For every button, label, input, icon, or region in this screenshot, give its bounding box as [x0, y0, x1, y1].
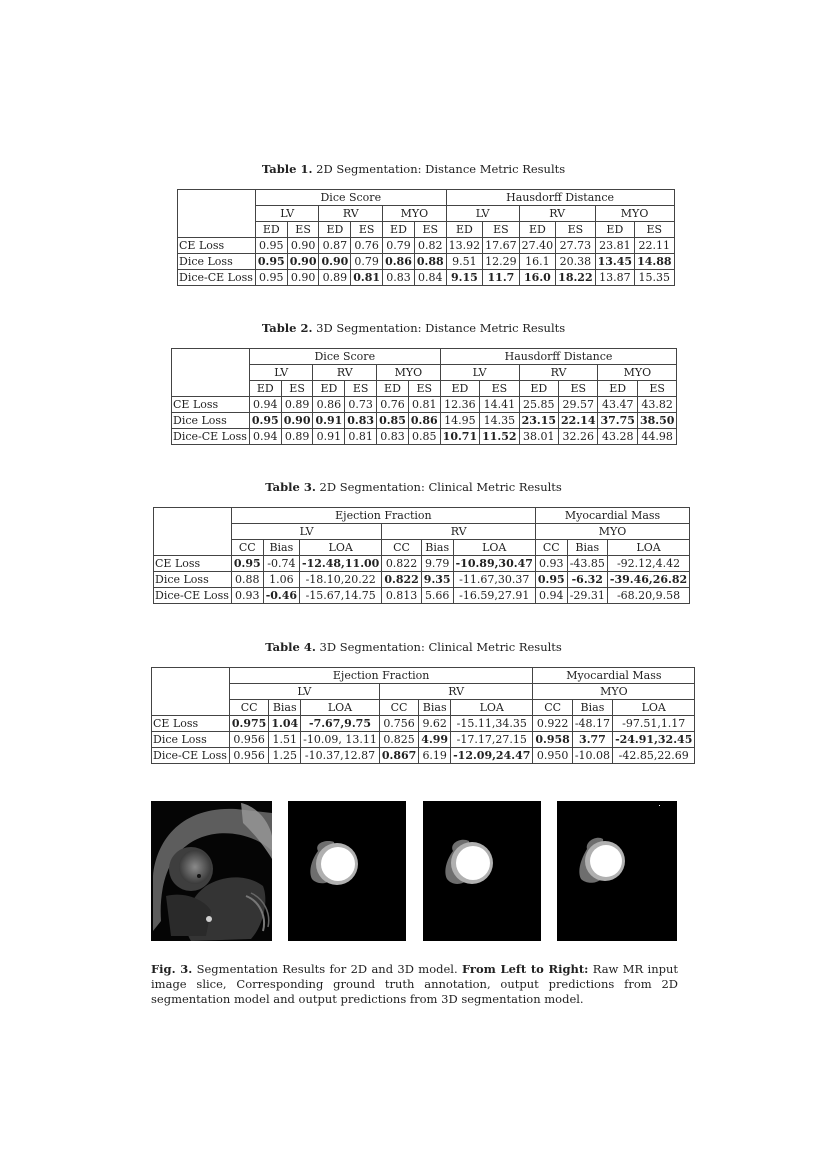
table-row: [178, 238, 675, 254]
value-cell: 0.867: [379, 748, 418, 764]
value-cell: 23.81: [595, 238, 634, 254]
structure-header: LV: [249, 365, 313, 381]
value-cell: 0.89: [281, 429, 313, 445]
value-cell: -43.85: [567, 556, 607, 572]
value-cell: 1.04: [269, 716, 301, 732]
value-cell: -16.59,27.91: [453, 588, 535, 604]
value-cell: 1.51: [269, 732, 301, 748]
value-cell: 0.95: [535, 572, 567, 588]
value-cell: 11.52: [480, 429, 519, 445]
value-cell: 29.57: [559, 397, 598, 413]
value-cell: 0.956: [229, 748, 268, 764]
metric-header: CC: [229, 700, 268, 716]
header-row-group: [172, 349, 677, 365]
value-cell: -42.85,22.69: [613, 748, 695, 764]
figure-caption-text-2: Raw MR input image slice, Corresponding ground truth annotation, output predictions from 2D segmentation model and output predictions from 3D segmentation model.: [151, 962, 678, 1006]
value-cell: 14.41: [480, 397, 519, 413]
value-cell: 4.99: [419, 732, 451, 748]
value-cell: -10.08: [572, 748, 612, 764]
value-cell: -92.12,4.42: [607, 556, 689, 572]
2d-prediction-image: [423, 801, 541, 941]
value-cell: 14.35: [480, 413, 519, 429]
value-cell: 0.90: [287, 238, 319, 254]
metric-header: Bias: [263, 540, 299, 556]
metric-header: LOA: [451, 700, 533, 716]
value-cell: 0.87: [319, 238, 351, 254]
row-label: Dice-CE Loss: [172, 429, 250, 445]
value-cell: 27.40: [519, 238, 556, 254]
metric-header: ES: [635, 222, 674, 238]
value-cell: 0.86: [408, 413, 440, 429]
value-cell: 0.90: [287, 270, 319, 286]
group-header: Dice Score: [249, 349, 440, 365]
value-cell: 0.90: [319, 254, 351, 270]
table-row: [152, 732, 695, 748]
value-cell: -17.17,27.15: [451, 732, 533, 748]
3d-prediction-image: [557, 801, 677, 941]
metric-header: ES: [408, 381, 440, 397]
metric-header: ED: [440, 381, 479, 397]
metric-header: ED: [313, 381, 345, 397]
value-cell: 0.79: [351, 254, 383, 270]
value-cell: 0.94: [249, 397, 281, 413]
metric-header: CC: [535, 540, 567, 556]
metric-header: Bias: [269, 700, 301, 716]
structure-header: MYO: [595, 206, 674, 222]
structure-header: MYO: [533, 684, 695, 700]
value-cell: -68.20,9.58: [607, 588, 689, 604]
structure-header: RV: [319, 206, 383, 222]
value-cell: -0.46: [263, 588, 299, 604]
value-cell: 0.84: [414, 270, 446, 286]
table-row: [154, 572, 690, 588]
value-cell: 0.83: [377, 429, 409, 445]
value-cell: 0.95: [249, 413, 281, 429]
row-label: Dice-CE Loss: [154, 588, 232, 604]
value-cell: -15.67,14.75: [300, 588, 382, 604]
structure-header: MYO: [535, 524, 689, 540]
value-cell: 0.88: [414, 254, 446, 270]
value-cell: 14.95: [440, 413, 479, 429]
value-cell: 38.01: [519, 429, 558, 445]
value-cell: 16.0: [519, 270, 556, 286]
corner-cell: [172, 349, 250, 397]
structure-header: MYO: [377, 365, 441, 381]
value-cell: 32.26: [559, 429, 598, 445]
row-label: CE Loss: [178, 238, 256, 254]
table-label: Table 3.: [265, 480, 316, 494]
corner-cell: [178, 190, 256, 238]
value-cell: -18.10,20.22: [300, 572, 382, 588]
value-cell: 0.950: [533, 748, 572, 764]
structure-header: LV: [229, 684, 379, 700]
value-cell: 0.83: [345, 413, 377, 429]
value-cell: 0.86: [383, 254, 415, 270]
value-cell: 14.88: [635, 254, 674, 270]
value-cell: 0.94: [535, 588, 567, 604]
structure-header: LV: [231, 524, 381, 540]
value-cell: 13.45: [595, 254, 634, 270]
structure-header: LV: [440, 365, 519, 381]
metric-header: ES: [480, 381, 519, 397]
value-cell: 0.73: [345, 397, 377, 413]
value-cell: 12.29: [483, 254, 520, 270]
metric-header: LOA: [607, 540, 689, 556]
table-2: [171, 348, 677, 445]
metric-header: ED: [249, 381, 281, 397]
metric-header: ED: [319, 222, 351, 238]
value-cell: 0.822: [382, 572, 421, 588]
row-label: Dice Loss: [178, 254, 256, 270]
value-cell: -7.67,9.75: [301, 716, 380, 732]
value-cell: 0.93: [535, 556, 567, 572]
value-cell: 0.89: [319, 270, 351, 286]
metric-header: ES: [345, 381, 377, 397]
structure-header: RV: [313, 365, 377, 381]
structure-header: RV: [379, 684, 533, 700]
metric-header: Bias: [419, 700, 451, 716]
figure-label: Fig. 3.: [151, 962, 193, 976]
value-cell: 0.82: [414, 238, 446, 254]
value-cell: 0.922: [533, 716, 572, 732]
value-cell: 0.95: [231, 556, 263, 572]
value-cell: 13.92: [446, 238, 483, 254]
figure-caption-emphasis: From Left to Right:: [461, 962, 589, 976]
value-cell: 15.35: [635, 270, 674, 286]
value-cell: 22.11: [635, 238, 674, 254]
value-cell: 0.91: [313, 429, 345, 445]
table-label: Table 2.: [261, 321, 313, 335]
value-cell: 9.35: [421, 572, 453, 588]
header-row-structure: [154, 524, 690, 540]
metric-header: ED: [519, 222, 556, 238]
table-row: [172, 429, 677, 445]
value-cell: 9.62: [419, 716, 451, 732]
value-cell: 0.81: [345, 429, 377, 445]
value-cell: 0.813: [382, 588, 421, 604]
value-cell: 43.47: [598, 397, 637, 413]
metric-header: ES: [559, 381, 598, 397]
metric-header: ED: [255, 222, 287, 238]
value-cell: 0.88: [231, 572, 263, 588]
value-cell: 0.85: [408, 429, 440, 445]
value-cell: 12.36: [440, 397, 479, 413]
ground-truth-image: [288, 801, 406, 941]
table-row: [152, 748, 695, 764]
table-row: [178, 270, 675, 286]
value-cell: 0.93: [231, 588, 263, 604]
table-row: [152, 716, 695, 732]
figure-caption: [151, 962, 678, 1007]
value-cell: -10.89,30.47: [453, 556, 535, 572]
header-row-group: [154, 508, 690, 524]
metric-header: ES: [556, 222, 595, 238]
value-cell: 1.06: [263, 572, 299, 588]
table-3-caption: [0, 480, 827, 494]
metric-header: ES: [483, 222, 520, 238]
value-cell: 0.975: [229, 716, 268, 732]
value-cell: -10.09, 13.11: [301, 732, 380, 748]
group-header: Ejection Fraction: [231, 508, 535, 524]
value-cell: -6.32: [567, 572, 607, 588]
value-cell: -39.46,26.82: [607, 572, 689, 588]
table-label: Table 4.: [265, 640, 316, 654]
metric-header: CC: [533, 700, 572, 716]
value-cell: 43.82: [637, 397, 676, 413]
metric-header: ED: [377, 381, 409, 397]
metric-header: Bias: [567, 540, 607, 556]
value-cell: 0.89: [281, 397, 313, 413]
structure-header: RV: [382, 524, 536, 540]
value-cell: 0.956: [229, 732, 268, 748]
header-row-metric: [152, 700, 695, 716]
value-cell: 43.28: [598, 429, 637, 445]
structure-header: LV: [446, 206, 519, 222]
value-cell: 11.7: [483, 270, 520, 286]
row-label: Dice Loss: [154, 572, 232, 588]
value-cell: 13.87: [595, 270, 634, 286]
value-cell: -11.67,30.37: [453, 572, 535, 588]
metric-header: LOA: [301, 700, 380, 716]
value-cell: 44.98: [637, 429, 676, 445]
metric-header: ES: [351, 222, 383, 238]
value-cell: 0.81: [351, 270, 383, 286]
value-cell: 0.825: [379, 732, 418, 748]
table-1: [177, 189, 675, 286]
value-cell: 25.85: [519, 397, 558, 413]
value-cell: 0.756: [379, 716, 418, 732]
value-cell: -24.91,32.45: [613, 732, 695, 748]
header-row-metric: [154, 540, 690, 556]
value-cell: -10.37,12.87: [301, 748, 380, 764]
table-row: [172, 397, 677, 413]
metric-header: ED: [595, 222, 634, 238]
value-cell: 16.1: [519, 254, 556, 270]
value-cell: 0.86: [313, 397, 345, 413]
table-row: [178, 254, 675, 270]
header-row-group: [152, 668, 695, 684]
value-cell: 6.19: [419, 748, 451, 764]
value-cell: 0.85: [377, 413, 409, 429]
table-1-caption: [0, 162, 827, 176]
metric-header: Bias: [421, 540, 453, 556]
table-row: [154, 556, 690, 572]
metric-header: Bias: [572, 700, 612, 716]
value-cell: -97.51,1.17: [613, 716, 695, 732]
row-label: Dice-CE Loss: [178, 270, 256, 286]
value-cell: 0.94: [249, 429, 281, 445]
group-header: Hausdorff Distance: [440, 349, 677, 365]
value-cell: 37.75: [598, 413, 637, 429]
value-cell: -15.11,34.35: [451, 716, 533, 732]
group-header: Hausdorff Distance: [446, 190, 674, 206]
value-cell: -12.48,11.00: [300, 556, 382, 572]
value-cell: 9.79: [421, 556, 453, 572]
value-cell: 27.73: [556, 238, 595, 254]
value-cell: 0.76: [377, 397, 409, 413]
value-cell: -0.74: [263, 556, 299, 572]
row-label: Dice Loss: [152, 732, 230, 748]
row-label: Dice-CE Loss: [152, 748, 230, 764]
table-4-caption: [0, 640, 827, 654]
table-title: 3D Segmentation: Distance Metric Results: [316, 321, 566, 335]
value-cell: 0.95: [255, 254, 287, 270]
row-label: CE Loss: [172, 397, 250, 413]
metric-header: CC: [379, 700, 418, 716]
value-cell: 20.38: [556, 254, 595, 270]
value-cell: 10.71: [440, 429, 479, 445]
table-row: [172, 413, 677, 429]
value-cell: 3.77: [572, 732, 612, 748]
value-cell: 17.67: [483, 238, 520, 254]
structure-header: LV: [255, 206, 319, 222]
value-cell: -29.31: [567, 588, 607, 604]
raw-mr-slice-image: [151, 801, 272, 941]
corner-cell: [152, 668, 230, 716]
metric-header: ES: [414, 222, 446, 238]
metric-header: ED: [598, 381, 637, 397]
table-4: [151, 667, 695, 764]
group-header: Dice Score: [255, 190, 446, 206]
metric-header: ES: [287, 222, 319, 238]
metric-header: LOA: [453, 540, 535, 556]
structure-header: RV: [519, 206, 595, 222]
group-header: Myocardial Mass: [535, 508, 689, 524]
row-label: CE Loss: [154, 556, 232, 572]
table-title: 2D Segmentation: Clinical Metric Results: [319, 480, 562, 494]
value-cell: 9.15: [446, 270, 483, 286]
figure-caption-text: Segmentation Results for 2D and 3D model.: [196, 962, 458, 976]
value-cell: 0.91: [313, 413, 345, 429]
value-cell: 0.79: [383, 238, 415, 254]
value-cell: 23.15: [519, 413, 558, 429]
value-cell: 22.14: [559, 413, 598, 429]
metric-header: ED: [519, 381, 558, 397]
value-cell: 0.81: [408, 397, 440, 413]
corner-cell: [154, 508, 232, 556]
value-cell: 5.66: [421, 588, 453, 604]
value-cell: 0.958: [533, 732, 572, 748]
metric-header: ED: [383, 222, 415, 238]
metric-header: ED: [446, 222, 483, 238]
table-title: 3D Segmentation: Clinical Metric Results: [319, 640, 562, 654]
metric-header: LOA: [300, 540, 382, 556]
metric-header: ES: [281, 381, 313, 397]
table-2-caption: [0, 321, 827, 335]
metric-header: CC: [382, 540, 421, 556]
header-row-group: [178, 190, 675, 206]
value-cell: -48.17: [572, 716, 612, 732]
value-cell: 38.50: [637, 413, 676, 429]
structure-header: MYO: [598, 365, 677, 381]
header-row-structure: [152, 684, 695, 700]
value-cell: 0.90: [281, 413, 313, 429]
value-cell: 0.95: [255, 238, 287, 254]
metric-header: LOA: [613, 700, 695, 716]
group-header: Ejection Fraction: [229, 668, 533, 684]
value-cell: 18.22: [556, 270, 595, 286]
value-cell: -12.09,24.47: [451, 748, 533, 764]
value-cell: 1.25: [269, 748, 301, 764]
table-3: [153, 507, 690, 604]
row-label: CE Loss: [152, 716, 230, 732]
value-cell: 9.51: [446, 254, 483, 270]
group-header: Myocardial Mass: [533, 668, 695, 684]
metric-header: ES: [637, 381, 676, 397]
row-label: Dice Loss: [172, 413, 250, 429]
value-cell: 0.90: [287, 254, 319, 270]
value-cell: 0.76: [351, 238, 383, 254]
table-row: [154, 588, 690, 604]
structure-header: MYO: [383, 206, 447, 222]
value-cell: 0.822: [382, 556, 421, 572]
metric-header: CC: [231, 540, 263, 556]
value-cell: 0.83: [383, 270, 415, 286]
table-label: Table 1.: [261, 162, 313, 176]
table-title: 2D Segmentation: Distance Metric Results: [316, 162, 566, 176]
value-cell: 0.95: [255, 270, 287, 286]
structure-header: RV: [519, 365, 598, 381]
